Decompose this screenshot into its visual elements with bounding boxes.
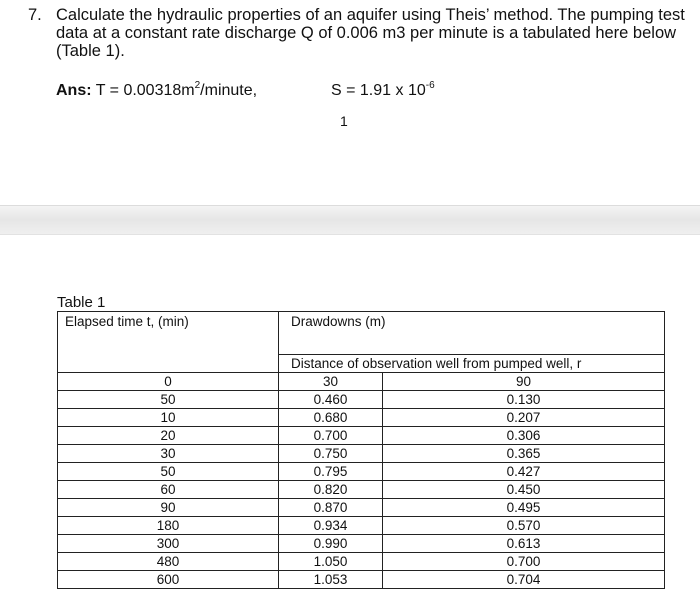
elapsed-time-cell: 600 [58,571,279,589]
elapsed-time-cell: 480 [58,553,279,571]
drawdown-90-cell: 0.450 [383,481,665,499]
t-superscript: 2 [194,80,201,91]
col-drawdown-header: Drawdowns (m) [279,312,665,355]
t-suffix: /minute, [200,82,258,99]
answer-storativity [331,82,435,100]
table-row [58,499,665,517]
drawdown-30-cell: 0.820 [279,481,383,499]
elapsed-time-cell: 60 [58,481,279,499]
drawdown-30-cell: 0.795 [279,463,383,481]
table-row [58,553,665,571]
table-row [58,517,665,535]
drawdown-30-cell: 1.053 [279,571,383,589]
elapsed-time-cell: 90 [58,499,279,517]
table-row [58,535,665,553]
drawdown-90-cell: 0.306 [383,427,665,445]
drawdown-30-cell: 1.050 [279,553,383,571]
drawdown-30-cell: 0.750 [279,445,383,463]
drawdown-90-cell: 0.207 [383,409,665,427]
table-row [58,409,665,427]
drawdown-30-cell: 0.700 [279,427,383,445]
drawdown-90-cell: 0.700 [383,553,665,571]
elapsed-time-cell: 20 [58,427,279,445]
table-caption: Table 1 [57,294,106,311]
table-row [58,391,665,409]
answer-label: Ans: [56,82,92,99]
question-text: Calculate the hydraulic properties of an aquifer using Theis’ method. The pumping test data at a constant rate discharge Q of 0.006 m3 per minute is a tabulated here below (Table 1). [56,6,685,60]
t-value: T = 0.00318m [95,82,195,99]
table-row [58,445,665,463]
s-superscript: -6 [425,80,435,91]
page-number: 1 [340,113,348,129]
page-divider [0,205,700,235]
drawdown-30-cell: 0.870 [279,499,383,517]
elapsed-time-cell: 300 [58,535,279,553]
table-header-row [58,312,665,355]
distance-30-header: 30 [279,373,383,391]
drawdown-30-cell: 0.934 [279,517,383,535]
table-row [58,427,665,445]
distance-subheader: Distance of observation well from pumped well, r [279,355,665,373]
table-row [58,571,665,589]
col-elapsed-time-header: Elapsed time t, (min) [58,312,279,373]
drawdown-90-cell: 0.704 [383,571,665,589]
distance-90-header: 90 [383,373,665,391]
elapsed-time-cell: 180 [58,517,279,535]
elapsed-time-cell: 50 [58,391,279,409]
drawdown-90-cell: 0.570 [383,517,665,535]
table-row [58,481,665,499]
drawdown-90-cell: 0.130 [383,391,665,409]
elapsed-time-cell: 50 [58,463,279,481]
drawdown-90-cell: 0.365 [383,445,665,463]
s-value: S = 1.91 x 10 [331,82,426,99]
elapsed-time-cell: 30 [58,445,279,463]
table-row [58,463,665,481]
question-number: 7. [28,6,42,24]
elapsed-time-cell: 0 [58,373,279,391]
elapsed-time-cell: 10 [58,409,279,427]
drawdown-90-cell: 0.427 [383,463,665,481]
pumping-test-table [57,311,665,589]
answer-transmissivity [56,82,257,100]
drawdown-90-cell: 0.495 [383,499,665,517]
table-row [58,373,665,391]
drawdown-90-cell: 0.613 [383,535,665,553]
drawdown-30-cell: 0.680 [279,409,383,427]
drawdown-30-cell: 0.460 [279,391,383,409]
drawdown-30-cell: 0.990 [279,535,383,553]
